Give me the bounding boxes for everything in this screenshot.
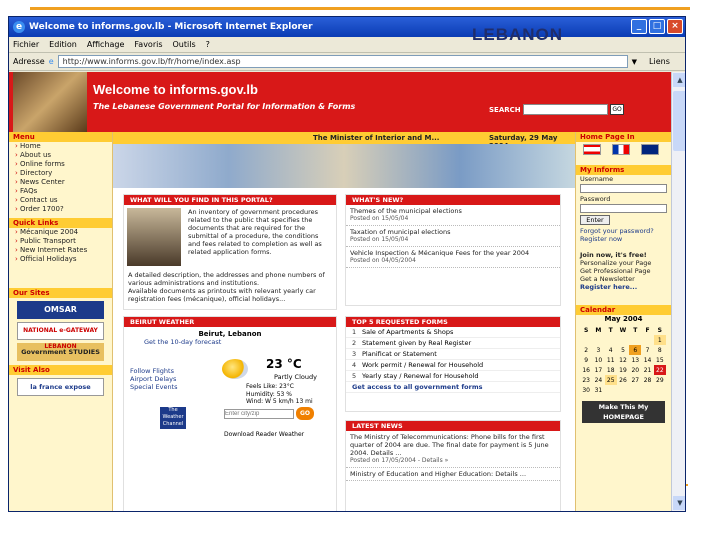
- right-sidebar: [575, 132, 671, 512]
- day[interactable]: [617, 335, 629, 345]
- weekday: M: [595, 326, 602, 334]
- whats-new-panel: [345, 194, 561, 306]
- chevron-down-icon[interactable]: ▼: [631, 57, 638, 66]
- portal-bullet: A detailed description, the addresses and phone numbers of various administrations and institutions.: [128, 271, 325, 287]
- day[interactable]: [592, 335, 604, 345]
- title-bar: [9, 17, 685, 37]
- weather-go-button[interactable]: GO: [296, 407, 314, 420]
- form-number: 3: [352, 350, 357, 358]
- make-homepage-button[interactable]: Make This My HOMEPAGE: [582, 401, 665, 423]
- all-forms-link[interactable]: Get access to all government forms: [346, 382, 560, 393]
- weather-link[interactable]: Special Events: [130, 383, 178, 391]
- nav-news-center[interactable]: › News Center: [9, 178, 112, 187]
- minimize-button[interactable]: _: [631, 19, 647, 34]
- news-link[interactable]: Themes of the municipal elections: [350, 207, 462, 215]
- sun-cloud-icon: [222, 359, 248, 379]
- gov-studies-logo[interactable]: Government STUDIES: [17, 343, 104, 361]
- forecast-link[interactable]: Get the 10-day forecast: [144, 338, 222, 346]
- nav-directory[interactable]: › Directory: [9, 169, 112, 178]
- weather-link[interactable]: Airport Delays: [130, 375, 177, 383]
- form-number: 5: [352, 372, 357, 380]
- nav-home[interactable]: › Home: [9, 142, 112, 151]
- day[interactable]: 19: [619, 366, 627, 374]
- password-label: Password: [580, 195, 611, 203]
- news-date: Posted on 15/05/04: [350, 236, 409, 243]
- day[interactable]: 30: [582, 386, 590, 394]
- username-label: Username: [580, 175, 614, 183]
- form-link[interactable]: [346, 338, 560, 349]
- form-label[interactable]: Work permit / Renewal for Household: [362, 361, 484, 369]
- left-sidebar: [9, 132, 113, 512]
- form-number: 2: [352, 339, 357, 347]
- menu-heading: Menu: [9, 132, 112, 142]
- menu-tools[interactable]: Outils: [172, 40, 196, 49]
- temperature: 23 °C: [266, 357, 302, 371]
- day[interactable]: 7: [645, 346, 650, 354]
- ie-icon: e: [13, 21, 25, 33]
- omsar-logo[interactable]: OMSAR: [17, 301, 104, 319]
- france-flag-icon[interactable]: [612, 144, 630, 155]
- scroll-thumb[interactable]: [673, 91, 686, 151]
- menu-favorites[interactable]: Favoris: [134, 40, 163, 49]
- day[interactable]: 20: [631, 366, 640, 374]
- form-label[interactable]: Planificat or Statement: [362, 350, 437, 358]
- day[interactable]: 24: [594, 376, 603, 384]
- benefit-item: Get Professional Page: [580, 267, 651, 275]
- news-item: [346, 468, 560, 481]
- search-label: SEARCH: [489, 106, 521, 114]
- quick-link[interactable]: › Public Transport: [9, 237, 112, 246]
- window-controls: [631, 19, 683, 34]
- menu-view[interactable]: Affichage: [86, 40, 125, 49]
- day[interactable]: 27: [631, 376, 640, 384]
- egateway-logo[interactable]: NATIONAL e-GATEWAY: [17, 322, 104, 340]
- lebanon-flag-icon[interactable]: [583, 144, 601, 155]
- quick-link[interactable]: › Official Holidays: [9, 255, 112, 264]
- minister-caption[interactable]: The Minister of Interior and M...: [313, 134, 440, 142]
- condition: Partly Cloudy: [274, 373, 317, 381]
- calendar-grid: [580, 325, 666, 395]
- page-viewport: [9, 72, 671, 512]
- feels-like: Feels Like: 23°C: [246, 383, 294, 390]
- day[interactable]: 9: [584, 356, 589, 364]
- news-date: Posted on 15/05/04: [350, 215, 409, 222]
- portal-intro: An inventory of government procedures related to the public that specifies the documents that are required for the submittal of a procedure, the conditions and fees related to completion as well as related application forms.: [188, 208, 322, 256]
- form-link[interactable]: [346, 360, 560, 371]
- benefit-item: Personalize your Page: [580, 259, 652, 267]
- weekday: T: [633, 326, 638, 334]
- benefit-item: Get a Newsletter: [580, 275, 635, 283]
- form-number: 1: [352, 328, 357, 336]
- close-button[interactable]: ×: [667, 19, 683, 34]
- search-go-button[interactable]: GO: [610, 104, 624, 115]
- slide-title: LEBANON: [472, 25, 564, 44]
- scroll-down-icon[interactable]: ▼: [673, 496, 686, 510]
- form-link[interactable]: [346, 349, 560, 360]
- humidity: Humidity: 53 %: [246, 390, 292, 398]
- form-link[interactable]: [346, 371, 560, 382]
- menu-file[interactable]: Fichier: [13, 40, 40, 49]
- register-here-link[interactable]: Register here...: [580, 283, 638, 291]
- requested-heading: TOP 5 REQUESTED FORMS: [346, 317, 560, 327]
- maximize-button[interactable]: □: [649, 19, 665, 34]
- day[interactable]: 3: [596, 346, 601, 354]
- news-link[interactable]: Taxation of municipal elections: [350, 228, 451, 236]
- day[interactable]: 6: [629, 345, 641, 355]
- form-label[interactable]: Yearly stay / Renewal for Household: [362, 372, 479, 380]
- address-label: Adresse: [13, 57, 45, 66]
- photo-banner: [113, 144, 575, 188]
- whats-new-heading: WHAT'S NEW?: [346, 195, 560, 205]
- weekday: T: [608, 326, 613, 334]
- day[interactable]: 4: [608, 346, 613, 354]
- vertical-scrollbar[interactable]: [671, 72, 686, 512]
- date-text: Saturday, 29 May: [489, 134, 558, 142]
- news-text[interactable]: The Ministry of Telecommunications: Phone bills for the first quarter of 2004 are due. The final date for payment is 5 June 2004. Details ...: [350, 433, 549, 457]
- center-info-bar: [113, 132, 575, 144]
- france-expose-logo[interactable]: la france expose: [17, 378, 104, 396]
- day[interactable]: 14: [643, 356, 652, 364]
- nav-faqs[interactable]: › FAQs: [9, 187, 112, 196]
- latest-news-panel: [345, 420, 561, 512]
- reader-link[interactable]: Download Reader Weather: [224, 431, 305, 438]
- day[interactable]: 11: [606, 356, 615, 364]
- username-input[interactable]: [580, 184, 667, 193]
- portal-panel: [123, 194, 337, 310]
- weekday: F: [645, 326, 650, 334]
- site-header: [9, 72, 671, 132]
- zip-input[interactable]: [224, 409, 294, 419]
- weekday: S: [657, 326, 662, 334]
- form-link[interactable]: [346, 327, 560, 338]
- calendar-heading: Calendar: [576, 305, 671, 315]
- header-photo: [13, 72, 87, 132]
- news-item: [346, 205, 560, 226]
- menu-edit[interactable]: Edition: [49, 40, 77, 49]
- day[interactable]: 25: [605, 375, 617, 385]
- day[interactable]: 18: [606, 366, 615, 374]
- my-informs-heading: My Informs: [576, 165, 671, 175]
- links-label[interactable]: Liens: [649, 57, 670, 66]
- news-item: [346, 226, 560, 247]
- weather-city: Beirut, Lebanon: [198, 330, 262, 338]
- day[interactable]: [580, 335, 592, 345]
- day[interactable]: 21: [643, 366, 652, 374]
- weather-link[interactable]: Follow Flights: [130, 367, 174, 375]
- wind: Wind: W 5 km/h 13 mi: [246, 398, 313, 405]
- day[interactable]: 22: [654, 365, 666, 375]
- news-text[interactable]: Ministry of Education and Higher Education: Details ...: [350, 470, 527, 478]
- enter-button[interactable]: Enter: [580, 215, 610, 225]
- menu-bar: [9, 37, 685, 53]
- join-text: Join now, it's free!: [580, 251, 647, 259]
- day[interactable]: 16: [582, 366, 590, 374]
- register-now-link[interactable]: Register now: [580, 235, 623, 243]
- day[interactable]: 31: [594, 386, 603, 394]
- news-item: [346, 431, 560, 468]
- day[interactable]: 15: [656, 356, 664, 364]
- site-tagline: The Lebanese Government Portal for Information & Forms: [93, 102, 356, 111]
- search-input[interactable]: [523, 104, 608, 115]
- day[interactable]: 26: [619, 376, 627, 384]
- day[interactable]: 28: [643, 376, 652, 384]
- latest-news-heading: LATEST NEWS: [346, 421, 560, 431]
- day[interactable]: [629, 335, 641, 345]
- weather-panel: [123, 316, 337, 512]
- form-label[interactable]: Statement given by Real Register: [362, 339, 472, 347]
- nav-contact[interactable]: › Contact us: [9, 196, 112, 205]
- quick-link[interactable]: › Mécanique 2004: [9, 228, 112, 237]
- day[interactable]: 5: [621, 346, 625, 354]
- form-number: 4: [352, 361, 357, 369]
- uk-flag-icon[interactable]: [641, 144, 659, 155]
- address-input[interactable]: http://www.informs.gov.lb/fr/home/index.asp: [58, 55, 628, 68]
- page-icon: e: [48, 57, 54, 66]
- forgot-password-link[interactable]: Forgot your password?: [580, 227, 654, 235]
- day[interactable]: 17: [594, 366, 603, 374]
- site-title: Welcome to informs.gov.lb: [93, 82, 258, 97]
- day[interactable]: 12: [619, 356, 627, 364]
- home-page-in-heading: Home Page In: [576, 132, 671, 142]
- weekday: S: [583, 326, 589, 334]
- quick-link[interactable]: › New Internet Rates: [9, 246, 112, 255]
- news-item: [346, 247, 560, 268]
- portal-bullet: Available documents as printouts with relevant yearly car registration fees (mécanique), official holidays...: [128, 287, 316, 303]
- day[interactable]: 13: [631, 356, 640, 364]
- day[interactable]: 10: [594, 356, 603, 364]
- form-label[interactable]: Sale of Apartments & Shops: [362, 328, 454, 336]
- menu-help[interactable]: ?: [205, 40, 210, 49]
- password-input[interactable]: [580, 204, 667, 213]
- nav-order[interactable]: › Order 1700?: [9, 205, 112, 214]
- calendar-month[interactable]: May 2004: [604, 315, 643, 323]
- day[interactable]: 23: [582, 376, 590, 384]
- requested-forms-panel: [345, 316, 561, 412]
- day[interactable]: 1: [654, 335, 666, 345]
- weather-heading: BEIRUT WEATHER: [124, 317, 336, 327]
- weekday: W: [619, 326, 627, 334]
- our-sites-heading: Our Sites: [9, 288, 112, 298]
- browser-window: [8, 16, 686, 512]
- nav-online-forms[interactable]: › Online forms: [9, 160, 112, 169]
- decorative-line: [30, 7, 690, 10]
- scroll-up-icon[interactable]: ▲: [673, 73, 686, 87]
- visit-also-heading: Visit Also: [9, 365, 112, 375]
- day[interactable]: 2: [584, 346, 589, 354]
- people-photo: [127, 208, 181, 266]
- day[interactable]: 8: [657, 346, 662, 354]
- news-date: Posted on 04/05/2004: [350, 257, 416, 264]
- window-title: Welcome to informs.gov.lb - Microsoft Internet Explorer: [29, 22, 313, 32]
- news-link[interactable]: Vehicle Inspection & Mécanique Fees for the year 2004: [350, 249, 530, 257]
- quick-links-heading: Quick Links: [9, 218, 112, 228]
- nav-about[interactable]: › About us: [9, 151, 112, 160]
- news-date[interactable]: Posted on 17/05/2004 - Details »: [350, 457, 449, 464]
- weather-channel-logo: The Weather Channel: [160, 407, 186, 429]
- day[interactable]: [641, 335, 653, 345]
- portal-heading: WHAT WILL YOU FIND IN THIS PORTAL?: [124, 195, 336, 205]
- day[interactable]: [605, 335, 617, 345]
- day[interactable]: 29: [656, 376, 664, 384]
- address-bar: [9, 53, 685, 71]
